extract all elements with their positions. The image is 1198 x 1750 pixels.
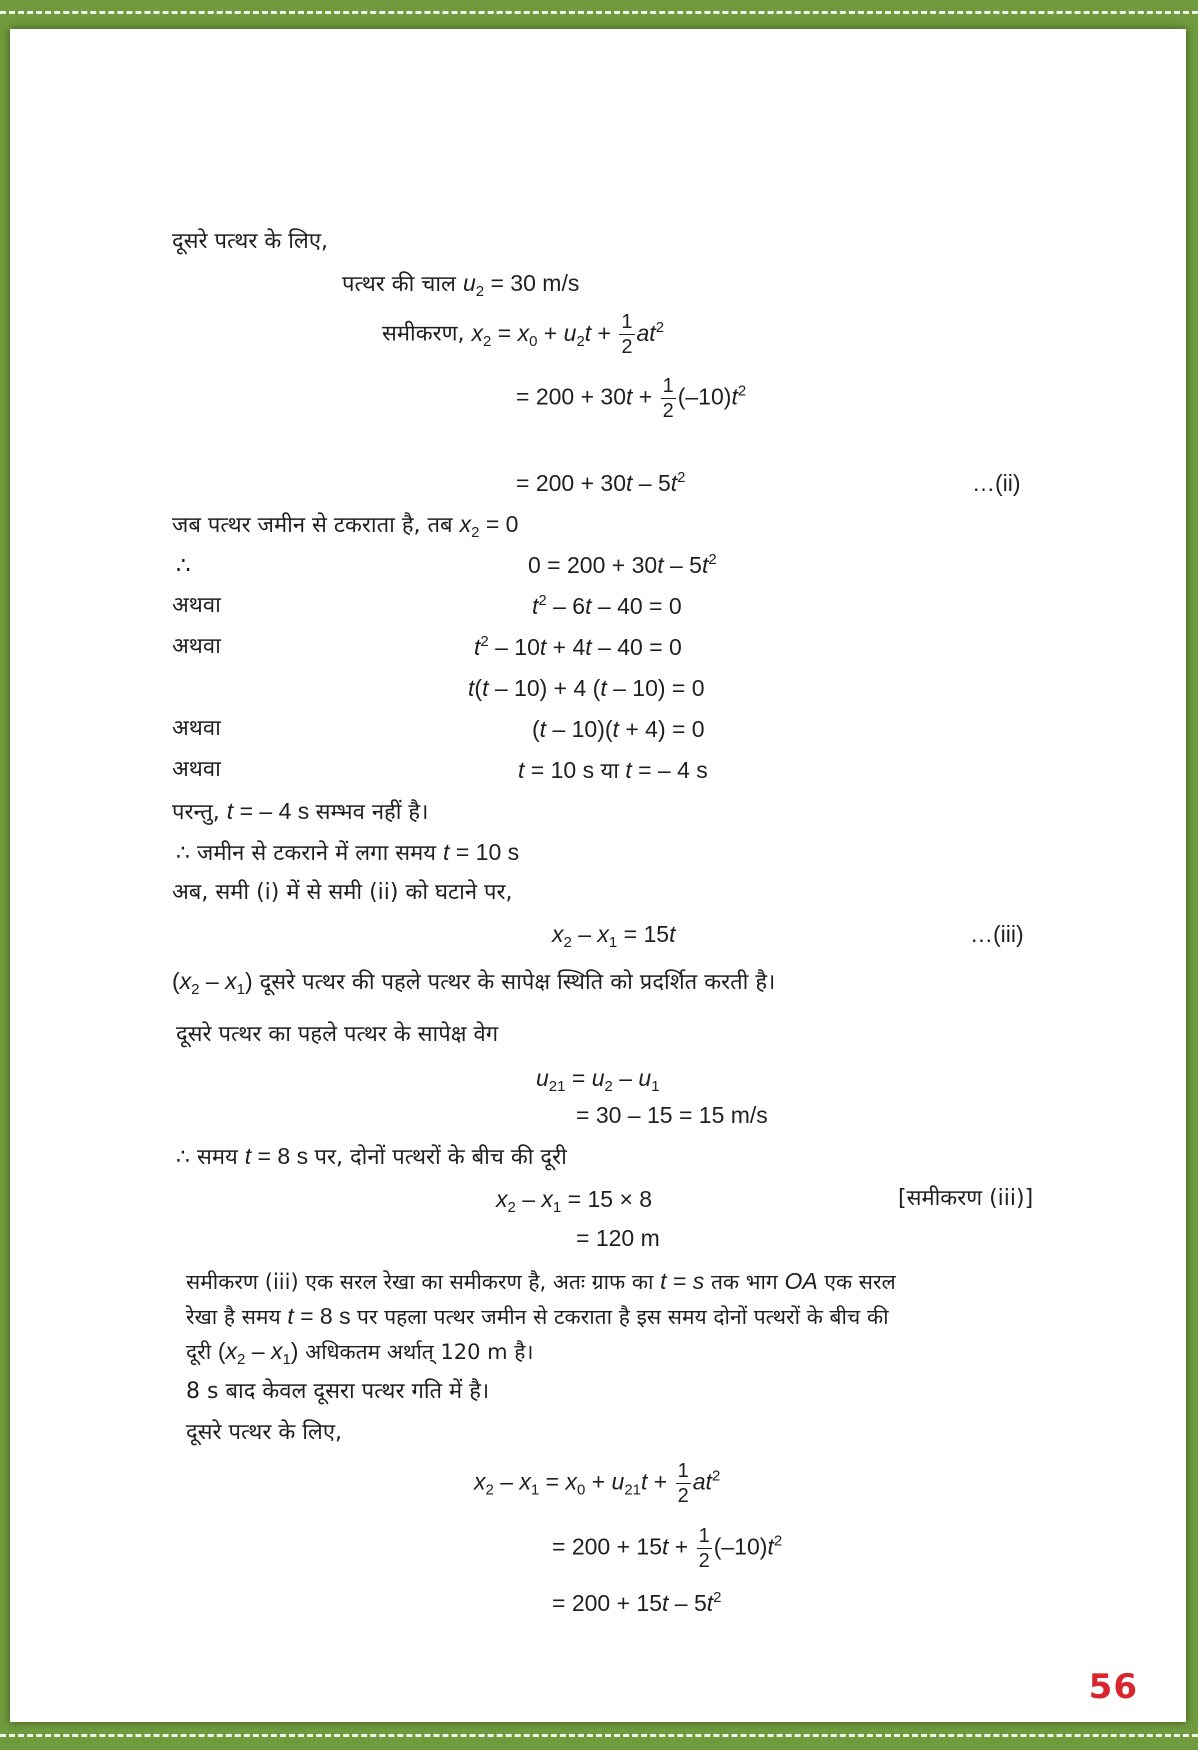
paragraph-line-3: दूरी $(x_2 - x_1)$ अधिकतम अर्थात् 120 m है। — [186, 1338, 534, 1368]
label-athva-2: अथवा — [172, 634, 221, 659]
line-speed: पत्थर की चाल $u_2 = 30$ m/s — [342, 270, 580, 300]
equation-step-2: = $200 + 30t - 5t^2$ — [516, 469, 686, 496]
line-distance-at-8s: ∴ समय t = 8 s पर, दोनों पत्थरों के बीच की दूरी — [176, 1143, 567, 1170]
line-after-8s: 8 s बाद केवल दूसरा पत्थर गति में है। — [186, 1379, 490, 1404]
paragraph-line-1: समीकरण (iii) एक सरल रेखा का समीकरण है, अतः ग्राफ का t = s तक भाग OA एक सरल — [186, 1268, 896, 1294]
label-athva-3: अथवा — [172, 716, 221, 741]
equation-relative-position: $x_2 - x_1 = 15t$ — [552, 921, 676, 951]
equation-motion: समीकरण, $x_2 = x_0 + u_2t$ + $\frac{1}{2}$ $at^2$ — [382, 311, 665, 358]
line-relative-position-desc: $(x_2 - x_1)$ दूसरे पत्थर की पहले पत्थर के सापेक्ष स्थिति को प्रदर्शित करती है। — [172, 968, 776, 998]
equation-tag-iii: …(iii) — [970, 921, 1024, 947]
therefore-symbol: ∴ — [176, 552, 191, 578]
equation-u21-value: = 30 – 15 = 15 m/s — [576, 1102, 768, 1128]
equation-step-4: $t^2 - 6t - 40 = 0$ — [532, 592, 682, 619]
equation-step-7: (t – 10)(t + 4) = 0 — [532, 716, 705, 742]
heading-second-stone-2: दूसरे पत्थर के लिए, — [186, 1420, 342, 1445]
equation-step-1: = 200 + 30t + $\frac{1}{2}$ $(-10)t^2$ — [516, 375, 747, 422]
line-relative-velocity: दूसरे पत्थर का पहले पत्थर के सापेक्ष वेग — [176, 1022, 499, 1047]
equation-relative-step-2: = $200 + 15t - 5t^2$ — [552, 1589, 722, 1616]
equation-ref-iii: [समीकरण (iii)] — [898, 1186, 1034, 1211]
top-dashed-border — [0, 11, 1198, 14]
equation-distance: $x_2 - x_1 = 15 \times 8$ — [496, 1186, 653, 1216]
label-athva-1: अथवा — [172, 593, 221, 618]
equation-tag-ii: …(ii) — [972, 470, 1021, 496]
line-subtract: अब, समी (i) में से समी (ii) को घटाने पर, — [172, 880, 513, 905]
equation-u21: $u_{21} = u_2 - u_1$ — [536, 1065, 660, 1095]
equation-roots: t = 10 s या t = – 4 s — [518, 757, 708, 784]
equation-step-3: $0 = 200 + 30t - 5t^2$ — [528, 551, 717, 578]
equation-relative-step-1: = 200 + 15t + $\frac{1}{2}$ $(-10)t^2$ — [552, 1525, 783, 1572]
line-time-to-hit: ∴ जमीन से टकराने में लगा समय t = 10 s — [176, 839, 520, 866]
document-page — [10, 29, 1186, 1722]
bottom-dashed-border — [0, 1734, 1198, 1737]
page-number: 56 — [1088, 1667, 1138, 1707]
equation-step-6: t(t – 10) + 4 (t – 10) = 0 — [468, 675, 705, 701]
line-hits-ground: जब पत्थर जमीन से टकराता है, तब $x_2 = 0$ — [172, 511, 519, 541]
paragraph-line-2: रेखा है समय t = 8 s पर पहला पत्थर जमीन से टकराता है इस समय दोनों पत्थरों के बीच की — [186, 1303, 889, 1329]
line-not-possible: परन्तु, t = – 4 s सम्भव नहीं है। — [172, 798, 429, 825]
heading-second-stone: दूसरे पत्थर के लिए, — [172, 229, 328, 254]
equation-distance-value: = 120 m — [576, 1225, 660, 1251]
label-athva-4: अथवा — [172, 757, 221, 782]
equation-relative-motion: $x_2 - x_1 = x_0 + u_{21}t$ + $\frac{1}{2}$ $at^2$ — [474, 1460, 721, 1507]
equation-step-5: $t^2 - 10t + 4t - 40 = 0$ — [474, 633, 682, 660]
